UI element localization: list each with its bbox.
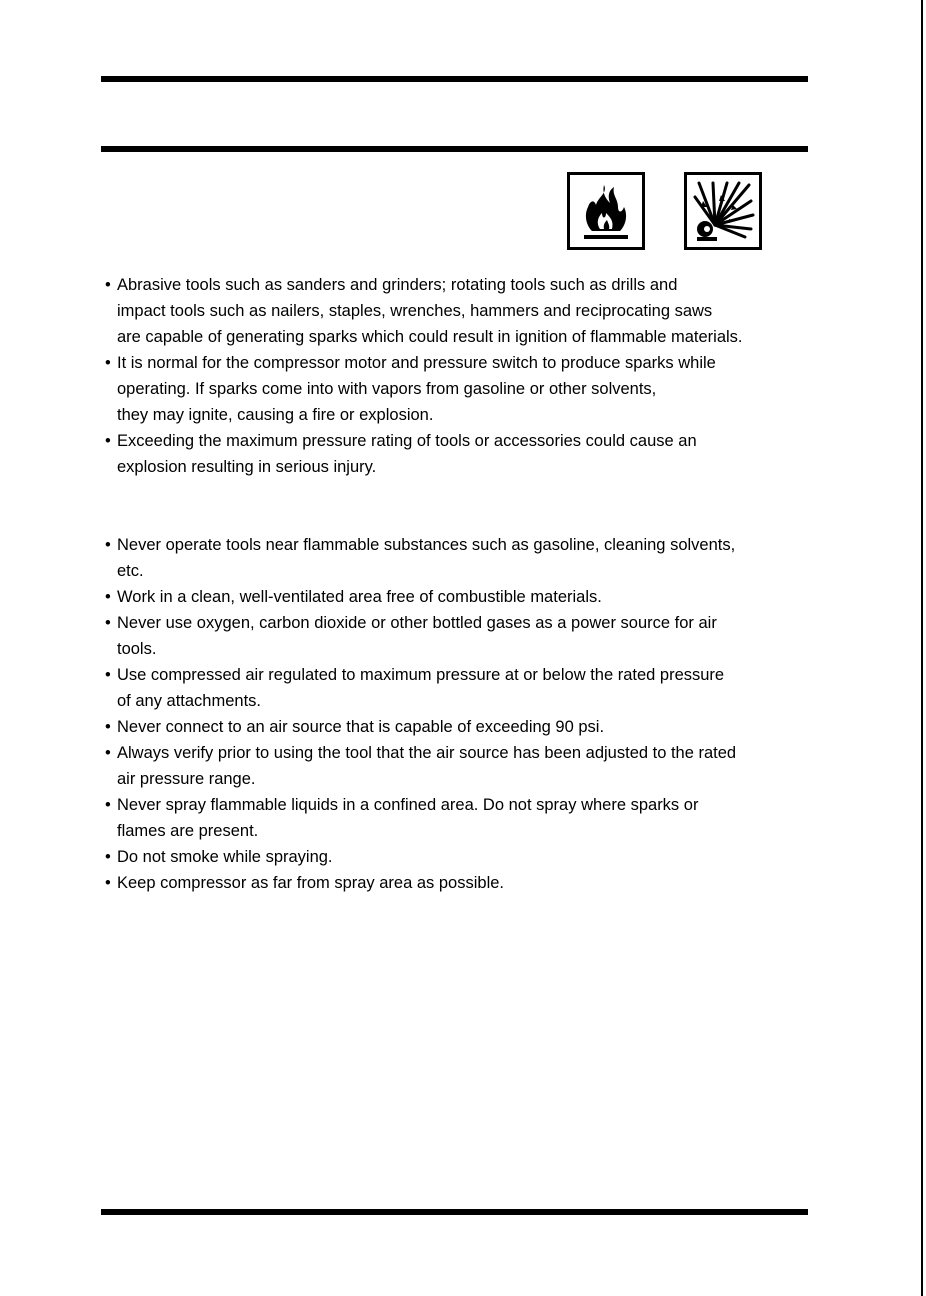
explosion-icon [691, 179, 755, 243]
bullet-marker: • [105, 666, 111, 684]
text-line: Do not smoke while spraying. [117, 848, 333, 866]
text-line: air pressure range. [117, 770, 256, 788]
text-line: Abrasive tools such as sanders and grinders; rotating tools such as drills and [117, 276, 678, 294]
hazard-item [105, 428, 835, 480]
text-line: It is normal for the compressor motor and pressure switch to produce sparks while [117, 354, 716, 372]
prevention-item [105, 870, 825, 896]
prevention-item [105, 844, 825, 870]
bullet-marker: • [105, 588, 111, 606]
bullet-marker: • [105, 718, 111, 736]
text-line: Never connect to an air source that is capable of exceeding 90 psi. [117, 718, 605, 736]
bullet-marker: • [105, 744, 111, 762]
bullet-marker: • [105, 432, 111, 450]
prevention-item [105, 584, 825, 610]
flame-icon [574, 179, 638, 243]
bullet-marker: • [105, 614, 111, 632]
text-line: tools. [117, 640, 157, 658]
hazard-item [105, 350, 835, 428]
bottom-rule [101, 1209, 808, 1215]
text-line: explosion resulting in serious injury. [117, 458, 377, 476]
text-line: Always verify prior to using the tool that the air source has been adjusted to the rated [117, 744, 737, 762]
text-line: Never spray flammable liquids in a confined area. Do not spray where sparks or [117, 796, 699, 814]
text-line: Use compressed air regulated to maximum pressure at or below the rated pressure [117, 666, 725, 684]
header-rule [101, 146, 808, 152]
top-rule [101, 76, 808, 82]
hazard-list [105, 272, 835, 480]
text-line: of any attachments. [117, 692, 261, 710]
prevention-item [105, 740, 825, 792]
text-line: operating. If sparks come into with vapors from gasoline or other solvents, [117, 380, 657, 398]
text-line: Never use oxygen, carbon dioxide or other bottled gases as a power source for air [117, 614, 717, 632]
text-line: Keep compressor as far from spray area as possible. [117, 874, 505, 892]
prevention-item [105, 714, 825, 740]
text-line: Work in a clean, well-ventilated area free of combustible materials. [117, 588, 602, 606]
bullet-marker: • [105, 354, 111, 372]
bullet-marker: • [105, 848, 111, 866]
prevention-list [105, 532, 825, 896]
text-line: they may ignite, causing a fire or explosion. [117, 406, 434, 424]
prevention-item [105, 792, 825, 844]
text-line: are capable of generating sparks which could result in ignition of flammable materials. [117, 328, 743, 346]
flammable-icon [567, 172, 645, 250]
text-line: impact tools such as nailers, staples, wrenches, hammers and reciprocating saws [117, 302, 713, 320]
text-line: flames are present. [117, 822, 259, 840]
text-line: Never operate tools near flammable substances such as gasoline, cleaning solvents, [117, 536, 736, 554]
bullet-marker: • [105, 536, 111, 554]
text-line: etc. [117, 562, 144, 580]
hazard-item [105, 272, 835, 350]
text-line: Exceeding the maximum pressure rating of tools or accessories could cause an [117, 432, 697, 450]
bullet-marker: • [105, 276, 111, 294]
prevention-item [105, 532, 825, 584]
prevention-item [105, 662, 825, 714]
explosive-icon [684, 172, 762, 250]
bullet-marker: • [105, 796, 111, 814]
prevention-item [105, 610, 825, 662]
bullet-marker: • [105, 874, 111, 892]
page-edge [921, 0, 923, 1296]
